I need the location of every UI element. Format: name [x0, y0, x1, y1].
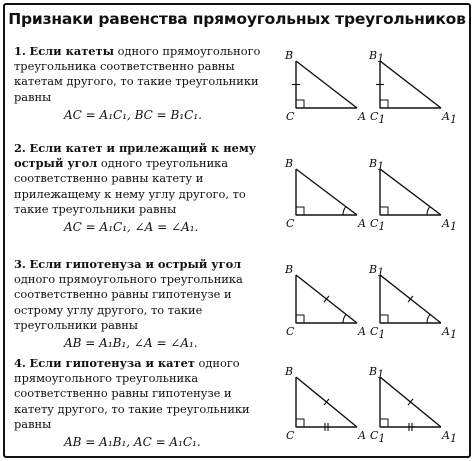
row-4-triangle-prime-label-b: B1 [369, 365, 385, 381]
row-4-triangle-prime-label-a: A1 [442, 429, 457, 445]
row-1-triangle-side-ab [296, 61, 357, 108]
rule-1-formula: AC = A₁C₁, BC = B₁C₁. [64, 107, 202, 122]
row-4-triangle-prime-right-angle [380, 419, 388, 427]
row-1-triangle-prime-label-b: B1 [369, 49, 385, 65]
row-3-triangle-prime-angle-a [427, 314, 430, 323]
rule-1-text: одного прямоугольного треугольника соответственно равны катетам другого, то такие треугольники равны [14, 44, 261, 104]
row-2-triangle-prime-angle-a [427, 207, 430, 215]
rule-3-formula: AB = A₁B₁, ∠A = ∠A₁. [64, 336, 198, 351]
rule-2-formula: AC = A₁C₁, ∠A = ∠A₁. [64, 220, 199, 235]
row-2-triangle-right-angle [296, 207, 304, 215]
rule-3-condition: Если гипотенуза и острый угол [29, 257, 242, 271]
row-4-triangle-label-a: A [358, 429, 366, 442]
row-1-triangle-prime-right-angle [380, 100, 388, 108]
row-1-triangle-label-b: B [285, 49, 294, 62]
row-3-triangle-label-b: B [285, 263, 294, 276]
row-2-triangle-label-b: B [285, 157, 294, 170]
row-1-triangle-prime-label-a: A1 [442, 110, 457, 126]
row-3-triangle-right-angle [296, 315, 304, 323]
row-4-triangle-right-angle [296, 419, 304, 427]
rule-3-text: одного прямоугольного треугольника соответственно равны гипотенузе и острому углу другого, то такие треугольники равны [14, 272, 243, 332]
row-1-triangle-label-c: C [286, 110, 295, 123]
row-2-triangle-side-ab [296, 169, 357, 215]
rule-4-text: одного прямоугольного треугольника соответственно равны гипотенузе и катету другого, то такие треугольники равны [14, 356, 250, 431]
row-3-triangle-label-a: A [358, 325, 366, 338]
row-4-triangle-prime-label-c: C1 [370, 429, 386, 445]
row-2-triangle-prime-label-c: C1 [370, 217, 386, 233]
row-3-triangle-prime-label-a: A1 [442, 325, 457, 341]
row-2-triangle-prime-side-ab [380, 169, 441, 215]
row-2-triangle-prime-label-b: B1 [369, 157, 385, 173]
row-2-triangle-label-a: A [358, 217, 366, 230]
rule-4-formula: AB = A₁B₁, AC = A₁C₁. [64, 435, 201, 450]
row-2-triangle-prime-label-a: A1 [442, 217, 457, 233]
row-1-triangle-right-angle [296, 100, 304, 108]
row-1-triangle-label-a: A [358, 110, 366, 123]
rule-3-number: 3. [14, 257, 26, 271]
row-4-triangle-label-c: C [286, 429, 295, 442]
row-3-triangle-prime-right-angle [380, 315, 388, 323]
rule-4-number: 4. [14, 356, 26, 370]
rule-2-condition: Если катет и прилежащий к нему острый угол [14, 141, 257, 171]
rule-4-condition: Если гипотенуза и катет [29, 356, 195, 370]
rule-1-number: 1. [14, 44, 26, 58]
rule-1-condition: Если катеты [29, 44, 114, 58]
row-2-triangle-prime-right-angle [380, 207, 388, 215]
row-1-triangle-prime-label-c: C1 [370, 110, 386, 126]
row-3-triangle-label-c: C [286, 325, 295, 338]
row-3-triangle-angle-a [343, 314, 346, 323]
row-2-triangle-angle-a [343, 207, 346, 215]
page-title: Признаки равенства прямоугольных треугольников [8, 10, 466, 28]
row-1-triangle-prime-side-ab [380, 61, 441, 108]
rule-2-text: одного треугольника соответственно равны катету и прилежащему к нему углу другого, то такие треугольники равны [14, 156, 246, 216]
rule-2-number: 2. [14, 141, 26, 155]
row-4-triangle-label-b: B [285, 365, 294, 378]
row-3-triangle-prime-label-b: B1 [369, 263, 385, 279]
row-2-triangle-label-c: C [286, 217, 295, 230]
row-3-triangle-prime-label-c: C1 [370, 325, 386, 341]
